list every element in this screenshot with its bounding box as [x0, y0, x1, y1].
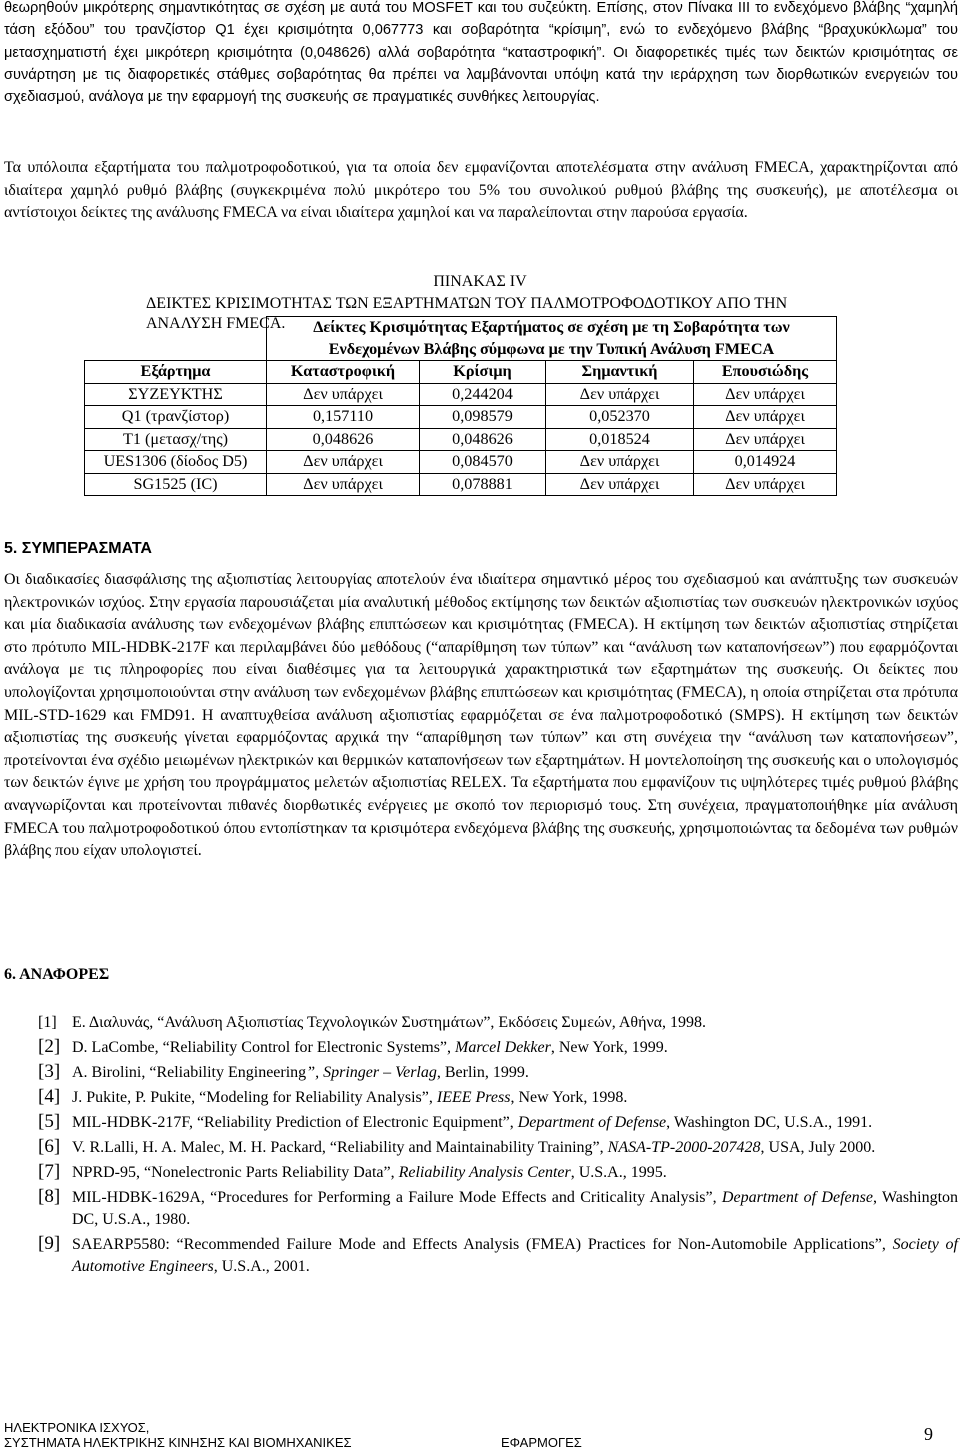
col-header-critical: Κρίσιμη: [420, 361, 546, 384]
page-number: 9: [924, 1424, 933, 1444]
paragraph-conclusions: Οι διαδικασίες διασφάλισης της αξιοπιστίας λειτουργίας αποτελούν ένα ιδιαίτερα σημαντικό μέρος του σχεδιασμού και ανάπτυξης των συσκευών ηλεκτρονικών ισχύος. Στην εργασία παρουσιάζεται μία αναλυτική μέθοδος εκτίμησης των δεικτών αξιοπιστίας των συσκευών ηλεκτρονικών ισχύος και μία διαδικασία ανάλυσης των ενδεχομένων βλάβης επιπτώσεων και κρισιμότητας (FMECA). Η εκτίμηση των δεικτών αξιοπιστίας στηρίζεται στο πρότυπο MIL-HDBK-217F και περιλαμβάνει δύο μεθόδους (“απαρίθμηση των τύπων” και “ανάλυση των καταπονήσεων”) που εφαρμόζονται ανάλογα με τις πληροφορίες που είναι διαθέσιμες για τα λειτουργικά χαρακτηριστικά των εξαρτημάτων της συσκευής. Οι δείκτες που υπολογίζονται χρησιμοποιούνται στην ανάλυση των ενδεχομένων βλάβης επιπτώσεων και κρισιμότητας (FMECA), η οποία στηρίζεται στα πρότυπα MIL-STD-1629 και FMD91. Η αναπτυχθείσα ανάλυση αξιοπιστίας εφαρμόζεται σε ένα παλμοτροφοδοτικό (SMPS). Η εκτίμηση των δεικτών αξιοπιστίας της συσκευής γίνεται εφαρμόζοντας αρχικά την “απαρίθμηση των τύπων” και στη συνέχεια την “ανάλυση των καταπονήσεων”, προτείνονται ένα σχέδιο μειωμένων ηλεκτρικών και θερμικών καταπονήσεων των εξαρτημάτων. Η μοντελοποίηση της συσκευής και ο υπολογισμός των δεικτών έγινε με χρήση του προγράμματος μελετών αξιοπιστίας RELEX. Τα εξαρτήματα που εμφανίζουν τις υψηλότερες τιμές ρυθμού βλάβης αναγνωρίζονται και προτείνονται πιθανές διορθωτικές ενέργειες με σκοπό τον περιορισμό τους. Στη συνέχεια, πραγματοποιήθηκε μία ανάλυση FMECA του παλμοτροφοδοτικού όπου εντοπίστηκαν τα κρισιμότερα ενδεχόμενα βλάβης της συσκευής, χρησιμοποιώντας τα δεδομένα των ρυθμών βλάβης που είχαν υπολογιστεί.: [4, 571, 958, 860]
table-row: [85, 406, 837, 429]
cell-component: ΣΥΖΕΥΚΤΗΣ: [85, 383, 267, 406]
reference-item: [8] MIL-HDBK-1629A, “Procedures for Performing a Failure Mode Effects and Criticality Analysis”, Department of Defense, Washington DC, U.S.A., 1980.: [38, 1186, 959, 1228]
cell-catastrophic: Δεν υπάρχει: [267, 473, 420, 496]
col-header-major: Σημαντική: [546, 361, 694, 384]
cell-component: Q1 (τρανζίστορ): [85, 406, 267, 429]
cell-critical: 0,078881: [420, 473, 546, 496]
cell-major: 0,052370: [546, 406, 694, 429]
table-group-header: Δείκτες Κρισιμότητας Εξαρτήματος σε σχέση με τη Σοβαρότητα των Ενδεχομένων Βλάβης σύμφωνα με την Τυπική Ανάλυση FMECA: [267, 317, 837, 361]
cell-critical: 0,098579: [420, 406, 546, 429]
reference-item: [2] D. LaCombe, “Reliability Control for Electronic Systems”, Marcel Dekker, New York, 1999.: [38, 1036, 668, 1057]
table-row: [85, 383, 837, 406]
cell-minor: Δεν υπάρχει: [694, 428, 837, 451]
cell-component: UES1306 (δίοδος D5): [85, 451, 267, 474]
table-empty-corner: [85, 317, 267, 361]
cell-catastrophic: 0,048626: [267, 428, 420, 451]
paragraph-fmeca-discussion: θεωρηθούν μικρότερης σημαντικότητας σε σχέση με αυτά του MOSFET και του συζεύκτη. Επίσης, στον Πίνακα ΙΙΙ το ενδεχόμενο βλάβης “χαμηλή τάση εξόδου” του τρανζίστορ Q1 έχει κρισιμότητα 0,067773 και σοβαρότητα “κρίσιμη”, ενώ το ενδεχόμενο βλάβης “βραχυκύκλωμα” του μετασχηματιστή έχει μικρότερη κρισιμότητα (0,048626) αλλά σοβαρότητα “καταστροφική”. Οι διαφορετικές τιμές των δεικτών κρισιμότητας σε συνάρτηση με τις διαφορετικές στάθμες σοβαρότητας θα πρέπει να λαμβάνονται υπόψη κατά την ιεράρχηση των διορθωτικών ενεργειών του σχεδιασμού, ανάλογα με την εφαρμογή της συσκευής σε πραγματικές συνθήκες λειτουργίας.: [4, 0, 958, 106]
table-caption: ΔΕΙΚΤΕΣ ΚΡΙΣΙΜΟΤΗΤΑΣ ΤΩΝ ΕΞΑΡΤΗΜΑΤΩΝ ΤΟΥ ΠΑΛΜΟΤΡΟΦΟΔΟΤΙΚΟΥ ΑΠΟ ΤΗΝ ΑΝΑΛΥΣΗ FMECA.: [146, 295, 788, 332]
table-row: [85, 451, 837, 474]
cell-catastrophic: 0,157110: [267, 406, 420, 429]
col-header-component: Εξάρτημα: [85, 361, 267, 384]
cell-major: 0,018524: [546, 428, 694, 451]
cell-critical: 0,048626: [420, 428, 546, 451]
references-list: [38, 1012, 958, 1281]
table-column-headers: [85, 361, 837, 384]
table-row: [85, 428, 837, 451]
section-heading-conclusions: 5. ΣΥΜΠΕΡΑΣΜΑΤΑ: [4, 540, 152, 557]
paragraph-remaining-components: Τα υπόλοιπα εξαρτήματα του παλμοτροφοδοτικού, για τα οποία δεν εμφανίζονται αποτελέσματα στην ανάλυση FMECA, χαρακτηρίζονται από ιδιαίτερα χαμηλό ρυθμό βλάβης (συγκεκριμένα πολύ μικρότερο του 5% του συνολικού ρυθμού βλάβης της συσκευής), με αποτέλεσμα οι αντίστοιχοι δείκτες της ανάλυσης FMECA να είναι ιδιαίτερα χαμηλοί και να παραλείπονται στην παρούσα εργασία.: [4, 159, 958, 222]
col-header-catastrophic: Καταστροφική: [267, 361, 420, 384]
cell-minor: Δεν υπάρχει: [694, 406, 837, 429]
criticality-table: [84, 316, 837, 496]
cell-minor: Δεν υπάρχει: [694, 473, 837, 496]
footer-line-1: ΗΛΕΚΤΡΟΝΙΚΑ ΙΣΧΥΟΣ,: [4, 1420, 150, 1435]
footer-line-2a: ΣΥΣΤΗΜΑΤΑ ΗΛΕΚΤΡΙΚΗΣ ΚΙΝΗΣΗΣ ΚΑΙ ΒΙΟΜΗΧΑΝΙΚΕΣ: [4, 1435, 352, 1450]
cell-catastrophic: Δεν υπάρχει: [267, 451, 420, 474]
footer-line-2b: ΕΦΑΡΜΟΓΕΣ: [501, 1435, 582, 1450]
table-row: [85, 473, 837, 496]
cell-component: T1 (μετασχ/της): [85, 428, 267, 451]
reference-item: [3] A. Birolini, “Reliability Engineering”, Springer – Verlag, Berlin, 1999.: [38, 1061, 529, 1082]
cell-critical: 0,084570: [420, 451, 546, 474]
table-group-header-row: [85, 317, 837, 361]
reference-item: [9] SAEARP5580: “Recommended Failure Mode and Effects Analysis (FMEA) Practices for Non-Automobile Applications”, Society of Automotive Engineers, U.S.A., 2001.: [38, 1233, 959, 1275]
reference-item: [7] NPRD-95, “Nonelectronic Parts Reliability Data”, Reliability Analysis Center, U.S.A., 1995.: [38, 1161, 667, 1182]
cell-critical: 0,244204: [420, 383, 546, 406]
col-header-minor: Επουσιώδης: [694, 361, 837, 384]
cell-major: Δεν υπάρχει: [546, 451, 694, 474]
cell-component: SG1525 (IC): [85, 473, 267, 496]
section-heading-references: 6. ΑΝΑΦΟΡΕΣ: [4, 966, 110, 983]
table-label: ΠΙΝΑΚΑΣ IV: [433, 273, 527, 290]
cell-minor: 0,014924: [694, 451, 837, 474]
reference-item: [6] V. R.Lalli, H. A. Malec, M. H. Packard, “Reliability and Maintainability Training”, NASA-TP-2000-207428, USA, July 2000.: [38, 1136, 876, 1157]
cell-minor: Δεν υπάρχει: [694, 383, 837, 406]
reference-item: [4] J. Pukite, P. Pukite, “Modeling for Reliability Analysis”, IEEE Press, New York, 1998.: [38, 1086, 628, 1107]
reference-item: [1] Ε. Διαλυνάς, “Ανάλυση Αξιοπιστίας Τεχνολογικών Συστημάτων”, Εκδόσεις Συμεών, Αθήνα, 1998.: [38, 1014, 707, 1031]
cell-catastrophic: Δεν υπάρχει: [267, 383, 420, 406]
cell-major: Δεν υπάρχει: [546, 473, 694, 496]
page-footer: [4, 1420, 582, 1450]
reference-item: [5] MIL-HDBK-217F, “Reliability Prediction of Electronic Equipment”, Department of Defense, Washington DC, U.S.A., 1991.: [38, 1111, 873, 1132]
cell-major: Δεν υπάρχει: [546, 383, 694, 406]
